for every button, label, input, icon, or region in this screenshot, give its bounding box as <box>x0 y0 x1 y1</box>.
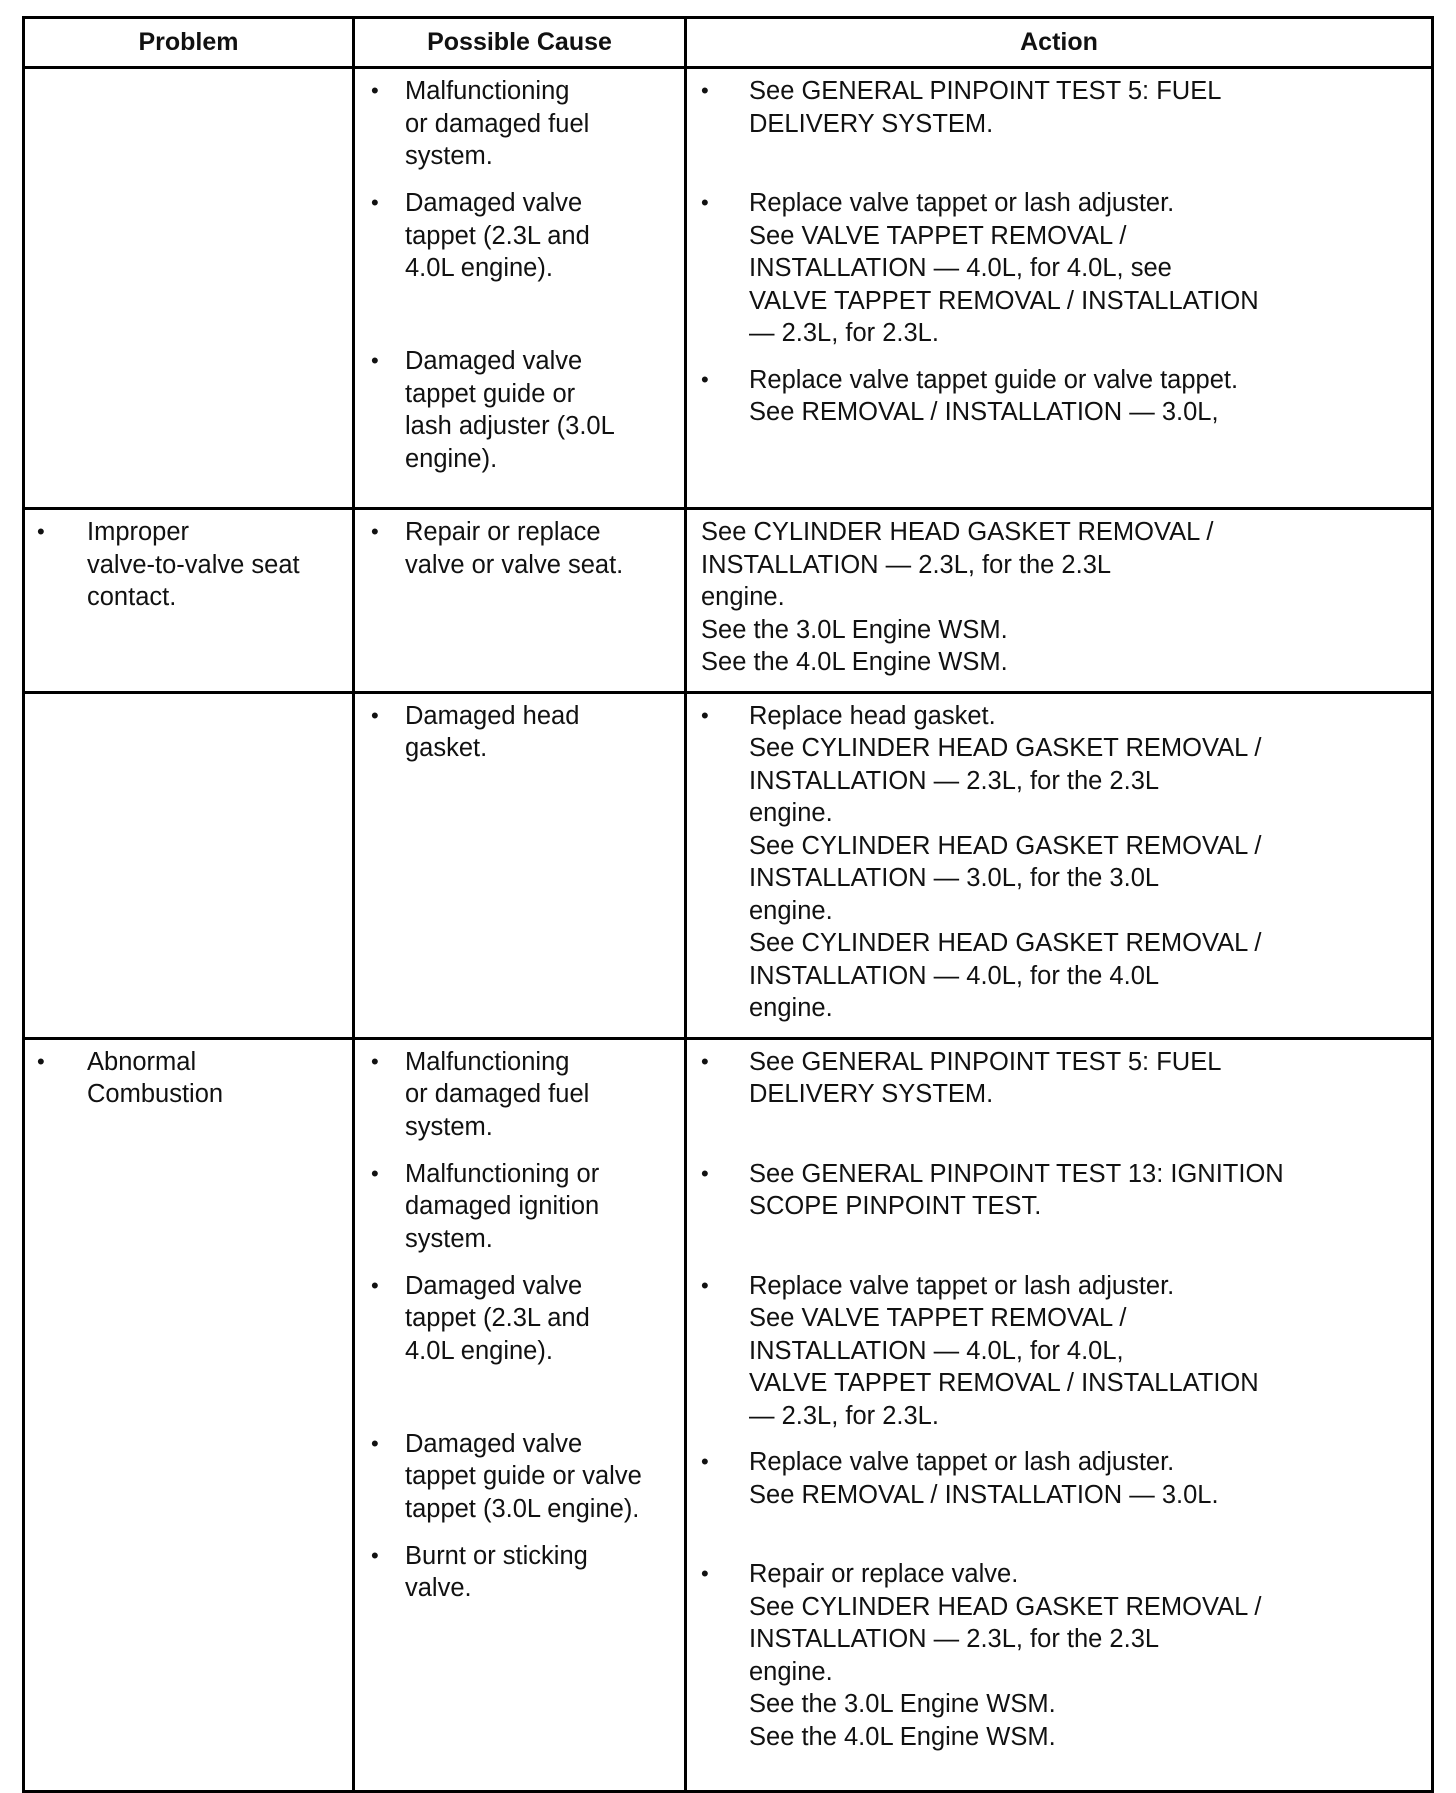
problem-item <box>25 516 352 614</box>
cause-item <box>355 1270 684 1414</box>
troubleshooting-table <box>22 16 1434 1793</box>
cause-item <box>355 700 684 765</box>
bullet-icon: • <box>371 1048 379 1074</box>
action-item <box>687 75 1431 173</box>
cause-text: Malfunctioning or damaged ignition system. <box>405 1159 600 1253</box>
bullet-icon: • <box>701 1449 709 1474</box>
cause-item <box>355 1158 684 1256</box>
table-row <box>25 510 1431 694</box>
table-row <box>25 1040 1431 1790</box>
bullet-icon: • <box>701 1048 709 1074</box>
table-row <box>25 694 1431 1040</box>
bullet-icon: • <box>371 1160 379 1186</box>
problem-item <box>25 1046 352 1111</box>
header-problem: Problem <box>25 19 355 66</box>
bullet-icon: • <box>371 190 379 215</box>
bullet-icon: • <box>371 1542 379 1568</box>
bullet-icon: • <box>371 519 379 544</box>
cause-item <box>355 187 684 331</box>
bullet-icon: • <box>701 366 709 392</box>
bullet-icon: • <box>371 1272 379 1298</box>
problem-text: Improper valve-to-valve seat contact. <box>87 518 300 611</box>
action-item <box>687 700 1431 1025</box>
problem-cell <box>25 69 355 507</box>
cause-item <box>355 75 684 173</box>
bullet-icon: • <box>701 1272 709 1298</box>
cause-cell <box>355 69 687 507</box>
cause-cell <box>355 1040 687 1790</box>
cause-text: Damaged valve tappet (2.3L and 4.0L engine). <box>405 1271 590 1365</box>
action-text: See GENERAL PINPOINT TEST 5: FUEL DELIVERY SYSTEM. <box>749 1047 1222 1108</box>
cause-text: Burnt or sticking valve. <box>405 1541 588 1602</box>
action-item <box>687 1046 1431 1144</box>
action-text: Replace valve tappet or lash adjuster. See REMOVAL / INSTALLATION — 3.0L. <box>749 1448 1219 1509</box>
action-text: Replace head gasket. See CYLINDER HEAD GASKET REMOVAL / INSTALLATION — 2.3L, for the 2.3L engine. See CYLINDER HEAD GASKET REMOVAL / INSTALLATION — 3.0L, for the 3.0L engine. See CYLINDER HEAD GASKET REMOVAL / INSTALLATION — 4.0L, for the 4.0L engine. <box>749 701 1262 1022</box>
cause-item <box>355 1540 684 1605</box>
action-text: Replace valve tappet or lash adjuster. See VALVE TAPPET REMOVAL / INSTALLATION — 4.0L, for 4.0L, see VALVE TAPPET REMOVAL / INSTALLATION — 2.3L, for 2.3L. <box>749 189 1259 347</box>
bullet-icon: • <box>37 519 45 544</box>
bullet-icon: • <box>701 190 709 215</box>
cause-text: Damaged valve tappet guide or valve tappet (3.0L engine). <box>405 1429 642 1523</box>
table-header-row <box>25 19 1431 69</box>
cause-item <box>355 1046 684 1144</box>
action-item <box>687 1446 1431 1544</box>
action-text: Replace valve tappet guide or valve tappet. See REMOVAL / INSTALLATION — 3.0L, <box>749 365 1239 426</box>
action-cell <box>687 69 1431 507</box>
table-row <box>25 69 1431 510</box>
cause-cell <box>355 510 687 691</box>
action-item <box>687 187 1431 350</box>
action-item <box>687 1158 1431 1256</box>
action-text: See CYLINDER HEAD GASKET REMOVAL / INSTALLATION — 2.3L, for the 2.3L engine. See the 3.0L Engine WSM. See the 4.0L Engine WSM. <box>701 518 1214 676</box>
cause-text: Malfunctioning or damaged fuel system. <box>405 1047 590 1141</box>
action-cell <box>687 510 1431 691</box>
cause-text: Damaged valve tappet (2.3L and 4.0L engine). <box>405 189 590 282</box>
header-action: Action <box>1020 28 1098 57</box>
problem-cell <box>25 510 355 691</box>
cause-text: Malfunctioning or damaged fuel system. <box>405 77 590 170</box>
action-text: See GENERAL PINPOINT TEST 13: IGNITION SCOPE PINPOINT TEST. <box>749 1159 1284 1220</box>
problem-cell <box>25 694 355 1037</box>
problem-cell <box>25 1040 355 1790</box>
cause-text: Damaged valve tappet guide or lash adjuster (3.0L engine). <box>405 347 615 473</box>
cause-text: Repair or replace valve or valve seat. <box>405 518 624 579</box>
cause-item <box>355 516 684 581</box>
bullet-icon: • <box>37 1048 45 1074</box>
cause-cell <box>355 694 687 1037</box>
action-cell <box>687 694 1431 1037</box>
bullet-icon: • <box>701 78 709 103</box>
bullet-icon: • <box>371 348 379 373</box>
action-text: See GENERAL PINPOINT TEST 5: FUEL DELIVERY SYSTEM. <box>749 77 1222 138</box>
bullet-icon: • <box>371 702 379 728</box>
problem-text: Abnormal Combustion <box>87 1047 224 1108</box>
action-item <box>687 1270 1431 1433</box>
cause-text: Damaged head gasket. <box>405 701 580 762</box>
action-item <box>687 1558 1431 1753</box>
action-text: Replace valve tappet or lash adjuster. See VALVE TAPPET REMOVAL / INSTALLATION — 4.0L, for 4.0L, VALVE TAPPET REMOVAL / INSTALLATION — 2.3L, for 2.3L. <box>749 1271 1259 1430</box>
action-text: Repair or replace valve. See CYLINDER HEAD GASKET REMOVAL / INSTALLATION — 2.3L, for the 2.3L engine. See the 3.0L Engine WSM. See the 4.0L Engine WSM. <box>749 1560 1262 1751</box>
cause-item <box>355 1428 684 1526</box>
action-item <box>687 364 1431 429</box>
bullet-icon: • <box>701 702 709 728</box>
bullet-icon: • <box>371 78 379 103</box>
cause-item <box>355 345 684 475</box>
header-possible-cause: Possible Cause <box>355 19 687 66</box>
bullet-icon: • <box>701 1160 709 1186</box>
bullet-icon: • <box>371 1430 379 1456</box>
bullet-icon: • <box>701 1561 709 1586</box>
action-cell <box>687 1040 1431 1790</box>
